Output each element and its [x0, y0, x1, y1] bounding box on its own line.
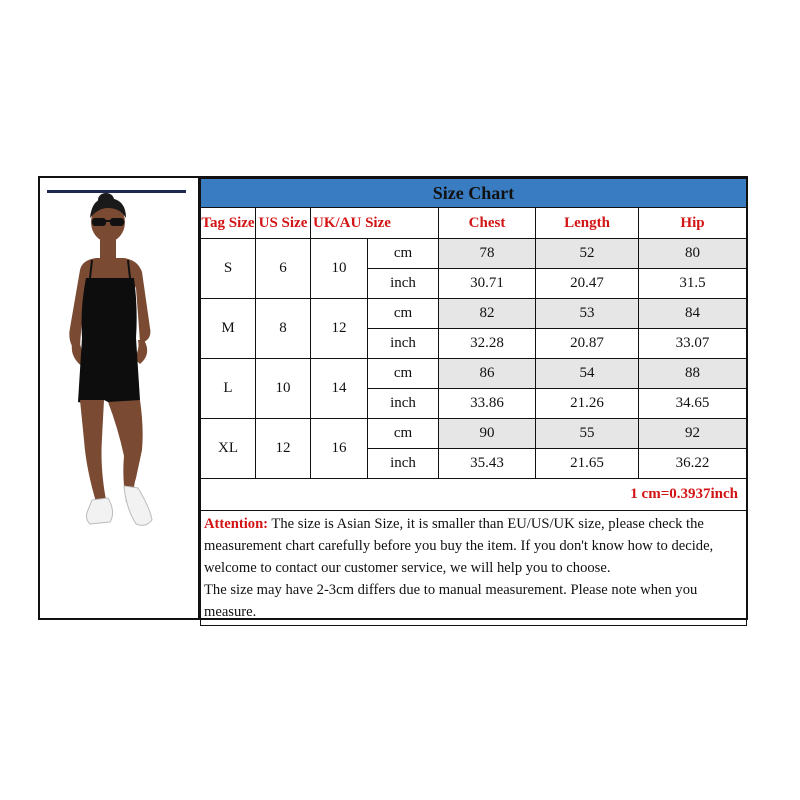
- header-us-size: US Size: [256, 208, 311, 239]
- unit-cell: cm: [368, 299, 439, 329]
- table-row: [201, 299, 747, 329]
- tag-size-cell: M: [201, 299, 256, 359]
- hip-cell: 84: [639, 299, 747, 329]
- header-length: Length: [536, 208, 639, 239]
- length-cell: 52: [536, 239, 639, 269]
- unit-cell: inch: [368, 389, 439, 419]
- hip-cell: 31.5: [639, 269, 747, 299]
- length-cell: 54: [536, 359, 639, 389]
- chest-cell: 35.43: [439, 449, 536, 479]
- tag-size-cell: L: [201, 359, 256, 419]
- measurement-note: The size may have 2-3cm differs due to manual measurement. Please note when you measure.: [204, 582, 698, 620]
- uk-au-size-cell: 12: [311, 299, 368, 359]
- us-size-cell: 6: [256, 239, 311, 299]
- tag-size-cell: XL: [201, 419, 256, 479]
- chest-cell: 82: [439, 299, 536, 329]
- attention-note: [201, 511, 747, 626]
- unit-cell: cm: [368, 239, 439, 269]
- attention-text: The size is Asian Size, it is smaller than EU/US/UK size, please check the measurement chart carefully before you buy the item. If you don't know how to decide, welcome to contact our customer service, we will help you to choose.: [204, 516, 714, 576]
- model-illustration: [40, 178, 200, 618]
- hip-cell: 34.65: [639, 389, 747, 419]
- tag-size-cell: S: [201, 239, 256, 299]
- chart-title: Size Chart: [201, 179, 747, 208]
- chest-cell: 90: [439, 419, 536, 449]
- chest-cell: 32.28: [439, 329, 536, 359]
- size-chart: [200, 178, 746, 618]
- uk-au-size-cell: 10: [311, 239, 368, 299]
- unit-cell: cm: [368, 419, 439, 449]
- conversion-note: 1 cm=0.3937inch: [201, 479, 747, 511]
- size-chart-frame: [38, 176, 748, 620]
- uk-au-size-cell: 14: [311, 359, 368, 419]
- us-size-cell: 10: [256, 359, 311, 419]
- table-row: [201, 359, 747, 389]
- header-chest: Chest: [439, 208, 536, 239]
- header-tag-size: Tag Size: [201, 208, 256, 239]
- length-cell: 20.47: [536, 269, 639, 299]
- length-cell: 21.26: [536, 389, 639, 419]
- table-row: [201, 239, 747, 269]
- unit-cell: inch: [368, 449, 439, 479]
- header-hip: Hip: [639, 208, 747, 239]
- length-cell: 53: [536, 299, 639, 329]
- product-photo: [40, 178, 200, 618]
- unit-cell: inch: [368, 269, 439, 299]
- chest-cell: 86: [439, 359, 536, 389]
- chest-cell: 33.86: [439, 389, 536, 419]
- table-row: [201, 419, 747, 449]
- chest-cell: 78: [439, 239, 536, 269]
- attention-label: Attention:: [204, 516, 269, 532]
- header-uk-au-size: UK/AU Size: [311, 208, 439, 239]
- hip-cell: 36.22: [639, 449, 747, 479]
- length-cell: 21.65: [536, 449, 639, 479]
- unit-cell: cm: [368, 359, 439, 389]
- size-table: [200, 178, 747, 626]
- length-cell: 20.87: [536, 329, 639, 359]
- uk-au-size-cell: 16: [311, 419, 368, 479]
- chest-cell: 30.71: [439, 269, 536, 299]
- hip-cell: 92: [639, 419, 747, 449]
- us-size-cell: 8: [256, 299, 311, 359]
- hip-cell: 33.07: [639, 329, 747, 359]
- unit-cell: inch: [368, 329, 439, 359]
- length-cell: 55: [536, 419, 639, 449]
- hip-cell: 88: [639, 359, 747, 389]
- hip-cell: 80: [639, 239, 747, 269]
- us-size-cell: 12: [256, 419, 311, 479]
